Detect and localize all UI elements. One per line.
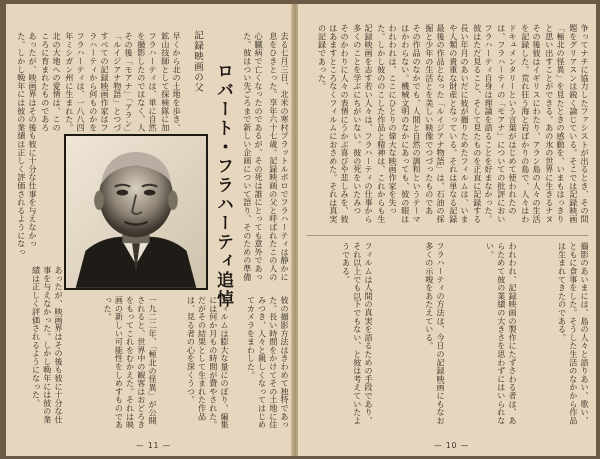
left-text-column-11: フィルムは膨大な量にのぼり、編集には何か月もの時間が費やされた。だがその結果として生まれた作品は、見る者の心を深くうつ。: [186, 296, 230, 429]
right-text-column-15: フィルムは人間の真実を語るための手段であり、それ以上でも以下でもない、と彼は考えていたようである。: [341, 242, 374, 425]
left-page: [6, 4, 295, 456]
right-page-number: — 10 —: [434, 441, 470, 450]
right-text-column-5: フラハーティ自身は理論を語ることを好まなかった。彼はただ見ること、そして見たものを正直に記録する: [472, 24, 494, 224]
left-text-column-12: 一九二二年、「極北の怪異」が公開されると、世界中の観客はおどろきをもってこれをむかえた。それは映画の新しい可能性をしめすものであった。: [103, 296, 158, 429]
right-page-divider: [306, 235, 588, 236]
right-text-column-14: フラハーティの方法は、今日の記録映画にもなお多くの示唆をあたえている。: [424, 242, 446, 425]
left-text-column-9: あったが、映画界はその後も彼に十分な仕事を与えなかった。しかし晩年には彼の業績は正しく評価されるようになっ: [16, 32, 38, 257]
right-text-column-7: 最後の作品となった「ルイジアナ物語」は、石油の採掘と少年の生活とを美しい映像でつづったものであ: [424, 24, 446, 224]
right-text-column-10: 記録映画を志す若い人々は、フラハーティの仕事から多くのことを学ぶにちがいない。彼の死をいたみつ: [352, 24, 374, 224]
portrait-photo: [64, 134, 208, 290]
right-text-column-4: ドキュメンタリーという言葉がはじめて使われたのは、フラハーティの「モアナ」についての批評におい: [496, 24, 518, 224]
right-page: [297, 4, 596, 456]
left-text-column-5: その後「モアナ」「アラン」「ルイジアナ物語」とつづ: [112, 32, 134, 132]
article-label: 記録映画の父: [192, 30, 203, 93]
right-text-column-8: その作品のなかでも、人間と自然の調和というテーマはかわらない。機械文明のなかにあっても、彼の眼は: [400, 24, 422, 224]
portrait-of-flaherty-icon: [66, 136, 206, 288]
right-text-column-13: われわれ、記録映画の製作にたずさわる者は、あらためて彼の業績の大きさを思わずにはいられない。: [485, 242, 518, 425]
article-title: ロバート・フラハーティ追悼: [213, 62, 233, 309]
left-text-column-13: あったが、映画界はその後も彼に十分な仕事を与えなかった。しかし晩年には彼の業績は正しく評価されるようになった。: [31, 266, 64, 424]
right-text-column-12: 撮影のあいまには、島の人々と語りあい、歌い、ともに食事をした。そうした生活のなかから作品は生まれてきたのである。: [557, 242, 590, 425]
left-text-column-6: すべての記録映画作家はフラハーティから何ものかを: [88, 32, 110, 132]
right-text-column-6: 長い年月のあいだに彼が撮りためたフィルムは、いまや人類の貴重な財産となっている。それは単なる記録: [448, 24, 470, 224]
right-text-column-9: われわれは、ここにひとりの偉大な映画作家を失った。しかし彼ののこした作品と精神は、これからも生: [376, 24, 398, 224]
left-text-column-10: 彼の撮影方法はきわめて独特であった。長い時間をかけてその土地に住みつき、人々と親しくなってはじめてカメラをまわした。: [246, 296, 290, 429]
left-text-column-2: 心臓病で亡くなったのであるが、その死は誰にとっても意外であった。彼はつい先ごろまで新しい企画について語り、そのための準備: [242, 32, 264, 281]
left-text-column-7: フラハーティは、一八八四年ミシガン州に生まれた。: [64, 32, 86, 132]
left-text-column-8: 北の大地への愛情は、このころに育まれたものであろ: [40, 32, 62, 132]
left-text-column-4: フラハーティは、単に自然を撮影したのではなく、人: [136, 32, 158, 132]
right-text-column-1: 争ってナチに協力したファシストが出るとき、その問題をグリアスンは鋭く論じている。そこでは記録映画: [568, 24, 590, 224]
left-page-number: — 11 —: [136, 441, 172, 450]
left-text-column-3: 早くから北の土地を歩き、鉱山技師として探検隊に加: [160, 32, 182, 132]
left-text-column-1: 去る七月三日、北米の寒村ブラットルボロでフラハーティは静かに息をひきとった。享年六十七歳。記録映画の父と呼ばれたこの人の: [268, 32, 290, 281]
right-text-column-11: そのかわりに人々の表情にうかぶ喜びや悲しみを、彼はあますところなくフィルムにおさめた。それは真実の記録であった。: [317, 24, 350, 224]
right-text-column-3: その後彼はイギリスにわたり、アラン島の人々の生活を記録した。荒れ狂う海と岩ばかりの島で、人々はわ: [520, 24, 542, 224]
right-text-column-2: 「極北の怪異」を見たときの感動を、いまもはっきりと思い出すことができる。あの氷の世界に生きるナヌ: [544, 24, 566, 224]
